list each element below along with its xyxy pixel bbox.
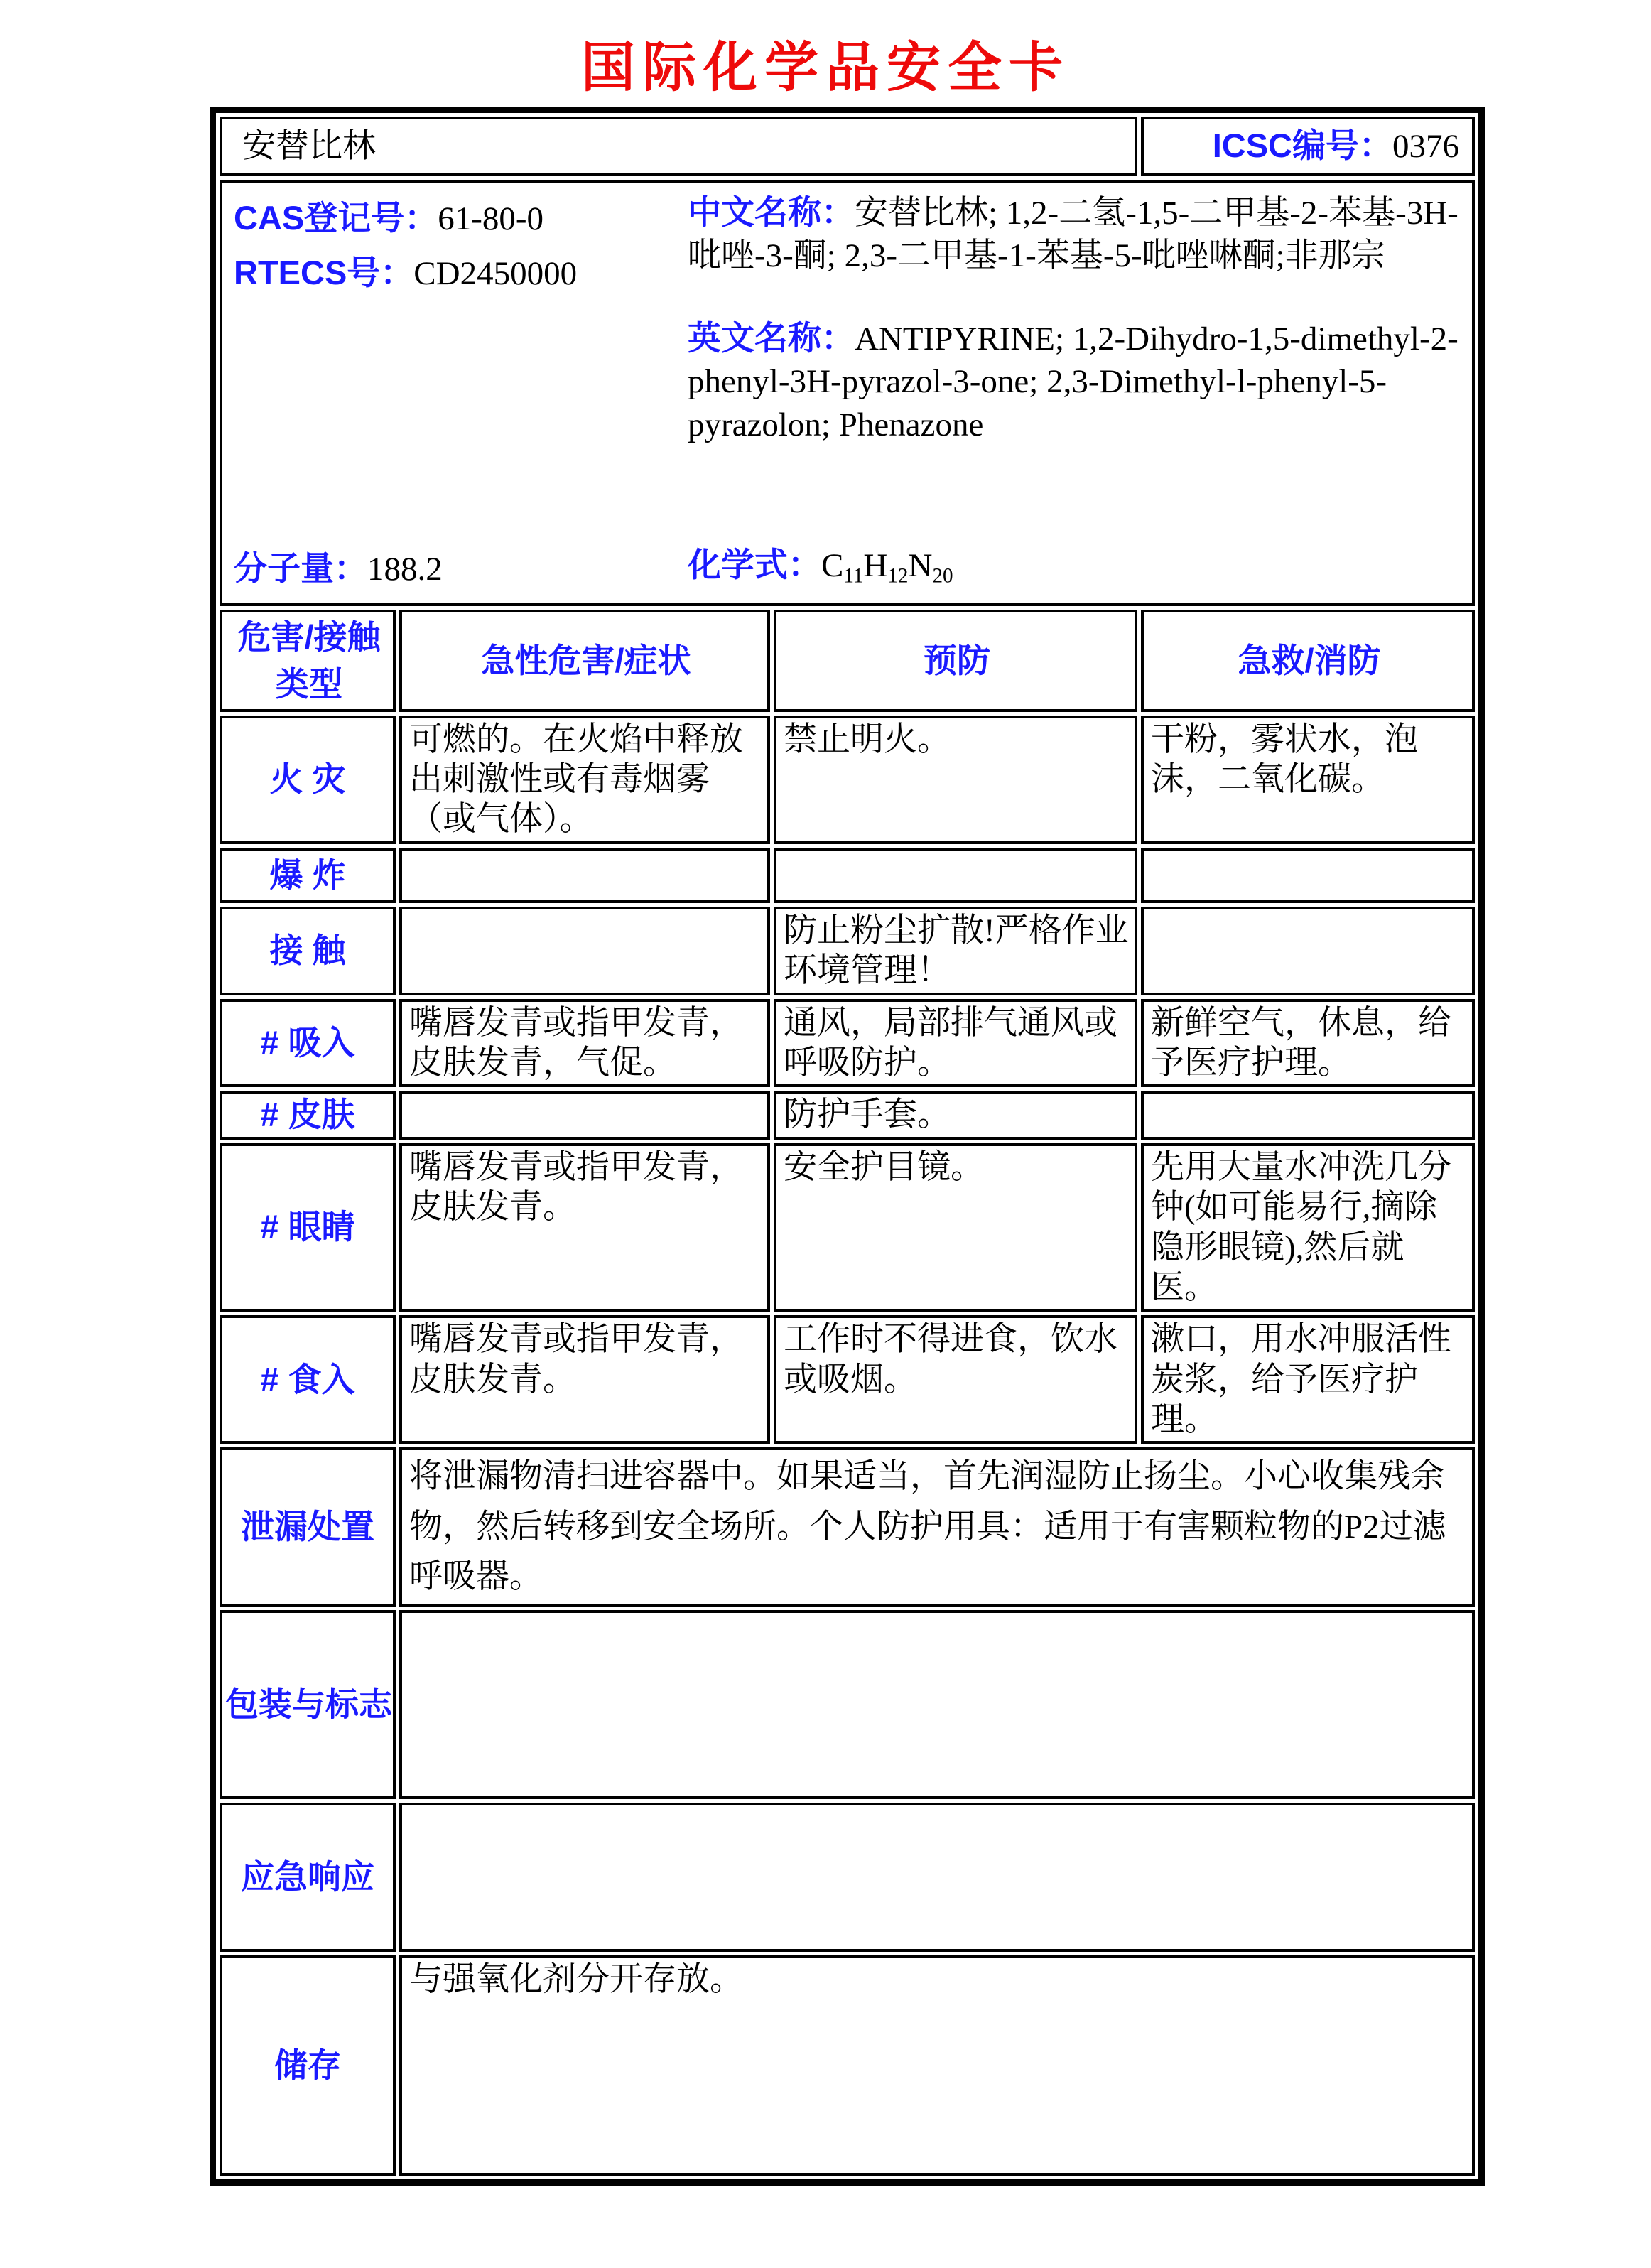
inhalation-prevention: 通风，局部排气通风或呼吸防护。	[774, 999, 1137, 1088]
table-row-eyes	[220, 1143, 1475, 1312]
explosion-first-aid	[1141, 848, 1475, 903]
skin-first-aid	[1141, 1091, 1475, 1139]
english-names: ANTIPYRINE; 1,2-Dihydro-1,5-dimethyl-2-phenyl-3H-pyrazol-3-one; 2,3-Dimethyl-l-phenyl-5-pyrazolon; Phenazone	[688, 320, 1458, 443]
icsc-number: 0376	[1392, 128, 1459, 166]
skin-symptoms	[399, 1091, 770, 1139]
rtecs-line	[234, 246, 577, 301]
row-label-storage: 储存	[220, 1955, 396, 2176]
table-row-emergency	[220, 1803, 1475, 1952]
cas-line	[234, 191, 577, 246]
header-prevention: 预防	[774, 610, 1137, 712]
table-row-packaging	[220, 1610, 1475, 1799]
icsc-label: ICSC编号：	[1212, 126, 1392, 165]
inhalation-symptoms: 嘴唇发青或指甲发青，皮肤发青，气促。	[399, 999, 770, 1088]
table-row-spillage	[220, 1447, 1475, 1606]
eyes-first-aid: 先用大量水冲洗几分钟(如可能易行,摘除隐形眼镜),然后就医。	[1141, 1143, 1475, 1312]
row-label-emergency: 应急响应	[220, 1803, 396, 1952]
table-row-exposure	[220, 907, 1475, 995]
spillage-content: 将泄漏物清扫进容器中。如果适当，首先润湿防止扬尘。小心收集残余物，然后转移到安全场所。个人防护用具：适用于有害颗粒物的P2过滤呼吸器。	[399, 1447, 1475, 1606]
row-label-exposure: 接 触	[220, 907, 396, 995]
ingestion-symptoms: 嘴唇发青或指甲发青，皮肤发青。	[399, 1315, 770, 1444]
header-hazard-type: 危害/接触类型	[220, 610, 396, 712]
chinese-name-label: 中文名称：	[688, 193, 855, 231]
chemical-names	[688, 191, 1475, 446]
eyes-prevention: 安全护目镜。	[774, 1143, 1137, 1312]
header-first-aid: 急救/消防	[1141, 610, 1475, 712]
row-label-inhalation: # 吸入	[220, 999, 396, 1088]
table-row-inhalation	[220, 999, 1475, 1088]
exposure-first-aid	[1141, 907, 1475, 995]
eyes-symptoms: 嘴唇发青或指甲发青，皮肤发青。	[399, 1143, 770, 1312]
page-title: 国际化学品安全卡	[581, 38, 1070, 98]
substance-name: 安替比林	[220, 117, 1137, 176]
registry-numbers	[234, 191, 577, 301]
table-row-explosion	[220, 848, 1475, 903]
ingestion-prevention: 工作时不得进食，饮水或吸烟。	[774, 1315, 1137, 1444]
chemical-formula-line	[688, 545, 953, 589]
icsc-number-cell	[1141, 117, 1475, 176]
emergency-content	[399, 1803, 1475, 1952]
storage-content: 与强氧化剂分开存放。	[399, 1955, 1475, 2176]
row-label-skin: # 皮肤	[220, 1091, 396, 1139]
table-row-skin	[220, 1091, 1475, 1139]
fire-symptoms: 可燃的。在火焰中释放出刺激性或有毒烟雾（或气体）。	[399, 716, 770, 844]
substance-row	[220, 117, 1475, 176]
identity-row	[220, 180, 1475, 606]
rtecs-number: CD2450000	[413, 255, 578, 293]
header-row	[220, 610, 1475, 712]
fire-prevention: 禁止明火。	[774, 716, 1137, 844]
cas-label: CAS登记号：	[234, 199, 438, 237]
rtecs-label: RTECS号：	[234, 254, 414, 292]
explosion-prevention	[774, 848, 1137, 903]
ingestion-first-aid: 漱口，用水冲服活性炭浆，给予医疗护理。	[1141, 1315, 1475, 1444]
row-label-ingestion: # 食入	[220, 1315, 396, 1444]
row-label-packaging: 包装与标志	[220, 1610, 396, 1799]
row-label-eyes: # 眼睛	[220, 1143, 396, 1312]
molecular-weight-value: 188.2	[367, 550, 443, 588]
english-name-label: 英文名称：	[688, 319, 855, 357]
molecular-weight-label: 分子量：	[234, 549, 367, 587]
icsc-card-table	[210, 107, 1485, 2186]
cas-number: 61-80-0	[438, 200, 544, 237]
chemical-formula: $C_{11}H_{12}N_{20}$	[821, 547, 953, 588]
molecular-weight-line	[234, 549, 443, 589]
packaging-content	[399, 1610, 1475, 1799]
table-row-ingestion	[220, 1315, 1475, 1444]
table-row-storage	[220, 1955, 1475, 2176]
row-label-fire: 火 灾	[220, 716, 396, 844]
header-acute-hazards: 急性危害/症状	[399, 610, 770, 712]
identity-cell	[220, 180, 1475, 606]
table-row-fire	[220, 716, 1475, 844]
english-name-paragraph	[688, 317, 1475, 446]
row-label-spillage: 泄漏处置	[220, 1447, 396, 1606]
skin-prevention: 防护手套。	[774, 1091, 1137, 1139]
chemical-formula-label: 化学式：	[688, 546, 821, 584]
fire-first-aid: 干粉，雾状水，泡沫，二氧化碳。	[1141, 716, 1475, 844]
inhalation-first-aid: 新鲜空气，休息，给予医疗护理。	[1141, 999, 1475, 1088]
exposure-prevention: 防止粉尘扩散!严格作业环境管理！	[774, 907, 1137, 995]
row-label-explosion: 爆 炸	[220, 848, 396, 903]
chinese-name-paragraph	[688, 191, 1475, 277]
exposure-symptoms	[399, 907, 770, 995]
explosion-symptoms	[399, 848, 770, 903]
chinese-names: 安替比林; 1,2-二氢-1,5-二甲基-2-苯基-3H-吡唑-3-酮; 2,3-二甲基-1-苯基-5-吡唑啉酮;非那宗	[688, 195, 1458, 275]
